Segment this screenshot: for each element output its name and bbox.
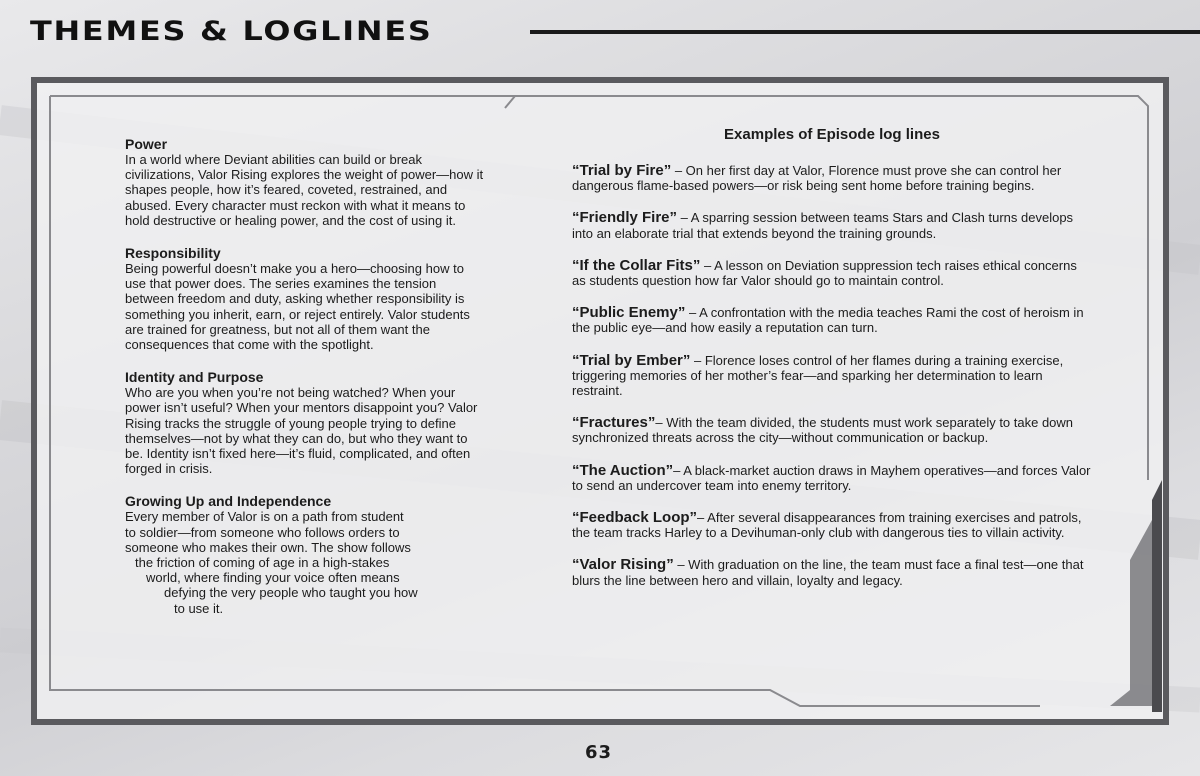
logline-title: “Feedback Loop” [572,509,698,527]
logline-item [572,163,1092,193]
page-title: THEMES & LOGLINES [30,16,433,47]
logline-separator: – [700,257,715,273]
logline-text: A black-market auction draws in Mayhem operatives—and forces Valor to send an undercover team into enemy territory. [572,462,1091,493]
theme-responsibility [125,245,485,352]
logline-title: “Public Enemy” [572,304,686,322]
theme-body: Every member of Valor is on a path from student to soldier—from someone who follows orders to someone who makes their own. The show follows the friction of coming of age in a high-stakes world, where finding your voice often means defying the very people who taught you how to use it. [125,509,418,616]
logline-separator: – [697,510,708,526]
logline-item [572,415,1092,445]
logline-text: After several disappearances from training exercises and patrols, the team tracks Harley to a Devihuman-only club with dangerous ties to villain activity. [572,510,1082,541]
logline-separator: – [655,415,667,431]
theme-body: Being powerful doesn’t make you a hero—choosing how to use that power does. The series examines the tension between freedom and duty, asking whether responsibility is something you inherit, earn, or reject entirely. Valor students are trained for greatness, but not all of them want the consequences that come with the spotlight. [125,261,470,353]
logline-text: A sparring session between teams Stars and Clash turns develops into an elaborate trial that extends beyond the training grounds. [572,210,1074,241]
logline-title: “If the Collar Fits” [572,256,701,274]
logline-separator: – [673,557,689,573]
logline-separator: – [690,352,705,368]
themes-column [125,136,485,633]
loglines-heading: Examples of Episode log lines [724,126,940,143]
theme-body: Who are you when you’re not being watched? When your power isn’t useful? When your mentors disappoint you? Valor Rising tracks the struggle of young people trying to define themselves—not by what they can do, but who they want to be. Identity isn’t fixed here—it’s fluid, complicated, and often forged in crisis. [125,385,478,477]
logline-item [572,258,1092,288]
theme-identity [125,369,485,476]
logline-item [572,463,1092,493]
logline-item [572,305,1092,335]
logline-separator: – [685,305,700,321]
theme-title: Power [125,136,168,152]
logline-title: “Fractures” [572,414,656,432]
logline-title: “Trial by Fire” [572,162,672,179]
logline-separator: – [677,210,691,226]
logline-item [572,557,1092,587]
logline-text: With the team divided, the students must work separately to take down synchronized threats across the city—without communication or backup. [572,415,1074,446]
logline-separator: – [673,462,684,478]
logline-title: “Valor Rising” [572,556,674,574]
theme-power [125,136,485,228]
logline-title: “Friendly Fire” [572,209,678,227]
theme-title: Responsibility [125,245,221,262]
logline-text: Florence loses control of her flames during a training exercise, triggering memories of her mother’s fear—and sparking her determination to learn restraint. [572,352,1064,399]
logline-item [572,510,1092,540]
logline-title: “Trial by Ember” [572,351,691,369]
theme-title: Growing Up and Independence [125,493,332,510]
loglines-column [572,124,1092,605]
logline-list [572,163,1092,588]
theme-growing-up [125,493,485,615]
logline-text: With graduation on the line, the team must face a final test—one that blurs the line between hero and villain, loyalty and legacy. [572,557,1084,588]
page-number: 63 [585,742,613,763]
logline-text: A confrontation with the media teaches Rami the cost of heroism in the public eye—and how easily a reputation can turn. [572,305,1084,336]
theme-body: In a world where Deviant abilities can build or break civilizations, Valor Rising explores the weight of power—how it shapes people, how it’s feared, coveted, restrained, and abused. Every character must reckon with what it means to hold destructive or healing power, and the cost of using it. [125,152,484,228]
theme-title: Identity and Purpose [125,369,264,386]
logline-text: On her first day at Valor, Florence must prove she can control her dangerous flame-based powers—or risk being sent home before training begins. [572,163,1062,194]
logline-item [572,353,1092,399]
logline-separator: – [671,163,686,178]
logline-item [572,210,1092,240]
logline-text: A lesson on Deviation suppression tech raises ethical concerns as students question how far Valor should go to maintain control. [572,257,1077,289]
logline-title: “The Auction” [572,461,674,479]
